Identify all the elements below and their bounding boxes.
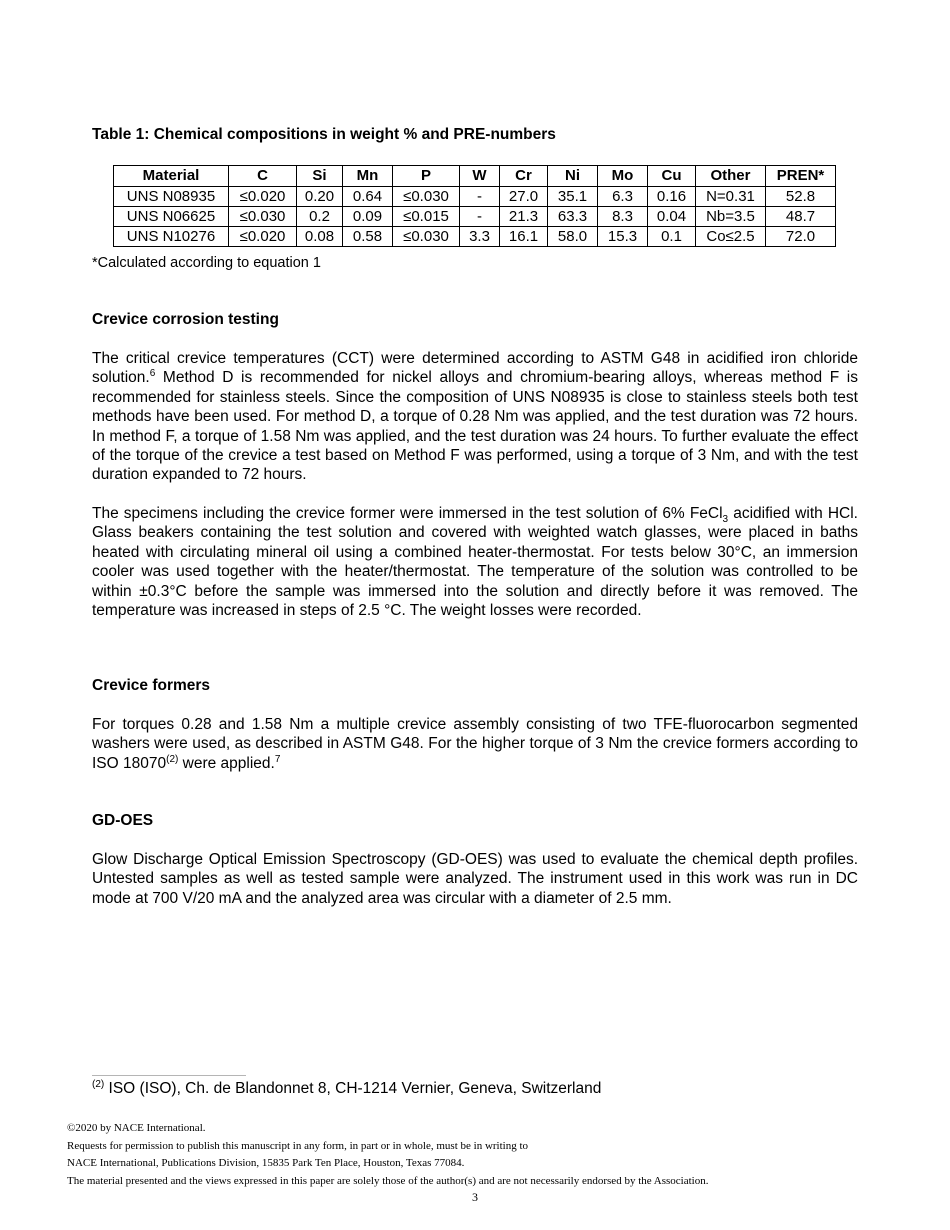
paragraph-cct-methods	[92, 349, 858, 485]
header-cell: C	[229, 166, 297, 187]
header-cell: Material	[114, 166, 229, 187]
header-cell: Mo	[598, 166, 648, 187]
table-cell: 0.2	[297, 207, 343, 227]
page-number: 3	[472, 1190, 478, 1204]
copyright-line: The material presented and the views expressed in this paper are solely those of the author(s) and are not necessarily endorsed by the Association.	[67, 1174, 709, 1187]
paragraph-text: For torques 0.28 and 1.58 Nm a multiple crevice assembly consisting of two TFE-fluorocarbon segmented washers were used, as described in ASTM G48. For the higher torque of 3 Nm the crevice formers according to ISO 18070	[92, 716, 858, 772]
paragraph-gd-oes: Glow Discharge Optical Emission Spectroscopy (GD-OES) was used to evaluate the chemical depth profiles. Untested samples as well as tested sample were analyzed. The instrument used in this work was run in DC mode at 700 V/20 mA and the analyzed area was circular with a diameter of 2.5 mm.	[92, 851, 858, 907]
table-cell: 8.3	[598, 207, 648, 227]
table-cell: 72.0	[766, 227, 836, 247]
paragraph-specimen-immersion	[92, 504, 858, 620]
table-cell: 0.1	[648, 227, 696, 247]
copyright-line: ©2020 by NACE International.	[67, 1122, 206, 1134]
table-cell: 16.1	[500, 227, 548, 247]
table-cell: -	[460, 187, 500, 207]
reference-mark: 6	[149, 368, 156, 380]
table-cell: ≤0.015	[393, 207, 460, 227]
table-cell: 0.58	[343, 227, 393, 247]
table-cell: 0.16	[648, 187, 696, 207]
paragraph-text: were applied.	[178, 754, 275, 772]
table-cell: 52.8	[766, 187, 836, 207]
table-cell: ≤0.030	[229, 207, 297, 227]
copyright-line: Requests for permission to publish this manuscript in any form, in part or in whole, must be in writing to	[67, 1139, 529, 1152]
table-cell: ≤0.030	[393, 187, 460, 207]
paragraph-text: Method D is recommended for nickel alloys and chromium-bearing alloys, whereas method F is recommended for stainless steels. Since the composition of UNS N08935 is close to stainless steels both test methods have been used. For method D, a torque of 0.28 Nm was applied, and the test duration was 72 hours. In method F, a torque of 1.58 Nm was applied, and the test duration was 24 hours. To further evaluate the effect of the torque of the crevice a test based on Method F was performed, using a torque of 3 Nm, and with the test duration expanded to 72 hours.	[92, 369, 858, 484]
header-cell: Cr	[500, 166, 548, 187]
footnote-mark: (2)	[166, 753, 179, 765]
header-cell: W	[460, 166, 500, 187]
table-caption: Table 1: Chemical compositions in weight % and PRE-numbers	[92, 126, 556, 143]
table-cell: 0.64	[343, 187, 393, 207]
table-cell: 3.3	[460, 227, 500, 247]
header-cell: PREN*	[766, 166, 836, 187]
paragraph-text: The specimens including the crevice former were immersed in the test solution of 6% FeCl	[92, 505, 723, 522]
table-cell: ≤0.030	[393, 227, 460, 247]
table-cell: Co≤2.5	[696, 227, 766, 247]
table-header-row	[114, 166, 836, 187]
header-cell: Other	[696, 166, 766, 187]
table-cell: 6.3	[598, 187, 648, 207]
table-cell: 0.04	[648, 207, 696, 227]
header-cell: Ni	[548, 166, 598, 187]
footnote-mark: (2)	[92, 1079, 105, 1090]
table-row	[114, 207, 836, 227]
table-row	[114, 187, 836, 207]
heading-gd-oes: GD-OES	[92, 812, 154, 829]
subscript: 3	[722, 514, 729, 526]
table-cell: UNS N10276	[114, 227, 229, 247]
header-cell: Si	[297, 166, 343, 187]
table-cell: UNS N08935	[114, 187, 229, 207]
table-cell: N=0.31	[696, 187, 766, 207]
table-cell: -	[460, 207, 500, 227]
paragraph-text: The critical crevice temperatures (CCT) were determined according to ASTM G48 in acidified iron chloride solution.	[92, 350, 858, 387]
table-cell: 35.1	[548, 187, 598, 207]
table-row	[114, 227, 836, 247]
table-cell: ≤0.020	[229, 187, 297, 207]
table-cell: 0.20	[297, 187, 343, 207]
table-cell: 0.09	[343, 207, 393, 227]
header-cell: Cu	[648, 166, 696, 187]
table-cell: 0.08	[297, 227, 343, 247]
footnote	[92, 1079, 601, 1098]
paragraph-crevice-formers	[92, 715, 858, 773]
heading-crevice-formers: Crevice formers	[92, 677, 211, 694]
footnote-text: ISO (ISO), Ch. de Blandonnet 8, CH-1214 Vernier, Geneva, Switzerland	[104, 1080, 602, 1098]
composition-table	[113, 165, 836, 247]
table-cell: 15.3	[598, 227, 648, 247]
table-cell: 58.0	[548, 227, 598, 247]
table-cell: 48.7	[766, 207, 836, 227]
header-cell: Mn	[343, 166, 393, 187]
table-cell: Nb=3.5	[696, 207, 766, 227]
table-cell: 27.0	[500, 187, 548, 207]
footnote-separator	[92, 1075, 246, 1076]
header-cell: P	[393, 166, 460, 187]
table-cell: 21.3	[500, 207, 548, 227]
table-cell: 63.3	[548, 207, 598, 227]
table-cell: UNS N06625	[114, 207, 229, 227]
paragraph-text: acidified with HCl. Glass beakers containing the test solution and covered with weighted watch glasses, were placed in baths heated with circulating mineral oil using a combined heater-thermostat. For tests below 30°C, an immersion cooler was used together with the heater/thermostat. The temperature of the solution was controlled to be within ±0.3°C before the sample was immersed into the solution and directly before it was removed. The temperature was increased in steps of 2.5 °C. The weight losses were recorded.	[92, 505, 858, 620]
table-cell: ≤0.020	[229, 227, 297, 247]
copyright-block	[67, 1120, 708, 1190]
table-note: *Calculated according to equation 1	[92, 255, 321, 271]
heading-crevice-corrosion-testing: Crevice corrosion testing	[92, 311, 279, 328]
reference-mark: 7	[274, 753, 281, 765]
copyright-line: NACE International, Publications Division, 15835 Park Ten Place, Houston, Texas 77084.	[67, 1157, 465, 1170]
